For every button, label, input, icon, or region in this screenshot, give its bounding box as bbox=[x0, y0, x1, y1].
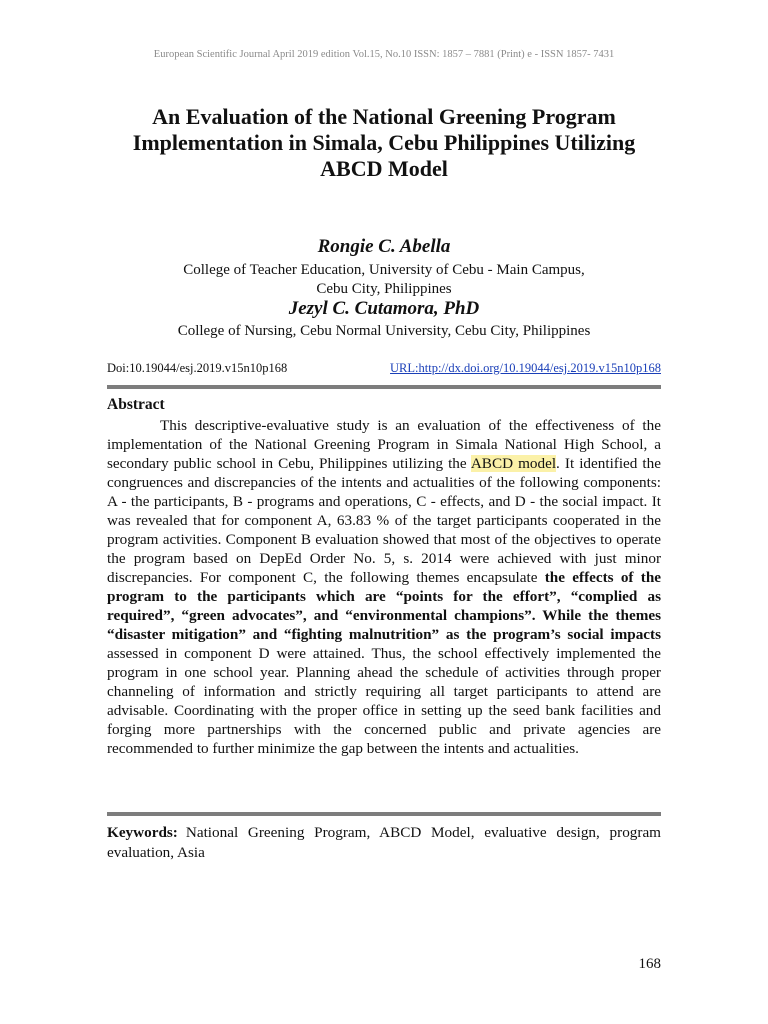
doi-link[interactable]: URL:http://dx.doi.org/10.19044/esj.2019.v15n10p168 bbox=[390, 361, 661, 375]
doi-row bbox=[107, 361, 661, 376]
paper-title bbox=[0, 104, 768, 182]
divider-rule bbox=[107, 812, 661, 816]
author-affiliation bbox=[0, 261, 768, 299]
divider-rule bbox=[107, 385, 661, 389]
doi-text: Doi:10.19044/esj.2019.v15n10p168 bbox=[107, 361, 288, 375]
highlighted-text: ABCD model bbox=[470, 455, 557, 472]
keywords-label: Keywords: bbox=[107, 824, 178, 841]
page-number: 168 bbox=[638, 956, 661, 972]
author-name: Jezyl C. Cutamora, PhD bbox=[288, 298, 480, 319]
title-line: Implementation in Simala, Cebu Philippines Utilizing bbox=[132, 130, 636, 155]
journal-header: European Scientific Journal April 2019 edition Vol.15, No.10 ISSN: 1857 – 7881 (Print) e - ISSN 1857- 7431 bbox=[153, 49, 615, 60]
abstract-bold-text: the effects of the program to the participants which are “points for the effort”, “complied as required”, “green advocates”, and “environmental champions”. While the themes “disaster mitigation” and “fighting malnutrition” as the program’s social impacts bbox=[107, 569, 662, 643]
title-line: An Evaluation of the National Greening Program bbox=[152, 104, 616, 129]
abstract-text: This descriptive-evaluative study is an evaluation of the effectiveness of the implementation of the National Greening Program in Simala National High School, a secondary public school in Cebu, Philippines utilizing the bbox=[107, 417, 661, 472]
abstract-text: assessed in component D were attained. Thus, the school effectively implemented the program in one school year. Planning ahead the schedule of activities through proper channeling of information and strictly requiring all target participants to attend are advisable. Coordinating with the proper office in setting up the seed bank facilities and forging more partnerships with the concerned public and private agencies are recommended to further minimize the gap between the intents and actualities. bbox=[107, 645, 661, 757]
affiliation-line: Cebu City, Philippines bbox=[316, 281, 452, 297]
keywords-text: National Greening Program, ABCD Model, evaluative design, program evaluation, Asia bbox=[107, 824, 661, 861]
author-name: Rongie C. Abella bbox=[317, 236, 451, 257]
affiliation-line: College of Nursing, Cebu Normal University, Cebu City, Philippines bbox=[177, 323, 591, 339]
abstract-heading: Abstract bbox=[107, 396, 165, 413]
affiliation-line: College of Teacher Education, University of Cebu - Main Campus, bbox=[183, 262, 585, 278]
abstract-text: . It identified the congruences and discrepancies of the intents and actualities of the following components: A - the participants, B - programs and operations, C - effects, and D - the social impact. It was revealed that for component A, 63.83 % of the target participants cooperated in the program activities. Component B evaluation showed that most of the objectives to operate the program based on DepEd Order No. 5, s. 2014 were achieved with just minor discrepancies. For component C, the following themes encapsulate bbox=[107, 455, 661, 586]
author-affiliation bbox=[0, 322, 768, 341]
abstract-body bbox=[107, 416, 661, 758]
title-line: ABCD Model bbox=[320, 156, 448, 181]
abstract-paragraph bbox=[107, 416, 661, 758]
keywords-section bbox=[107, 823, 661, 863]
